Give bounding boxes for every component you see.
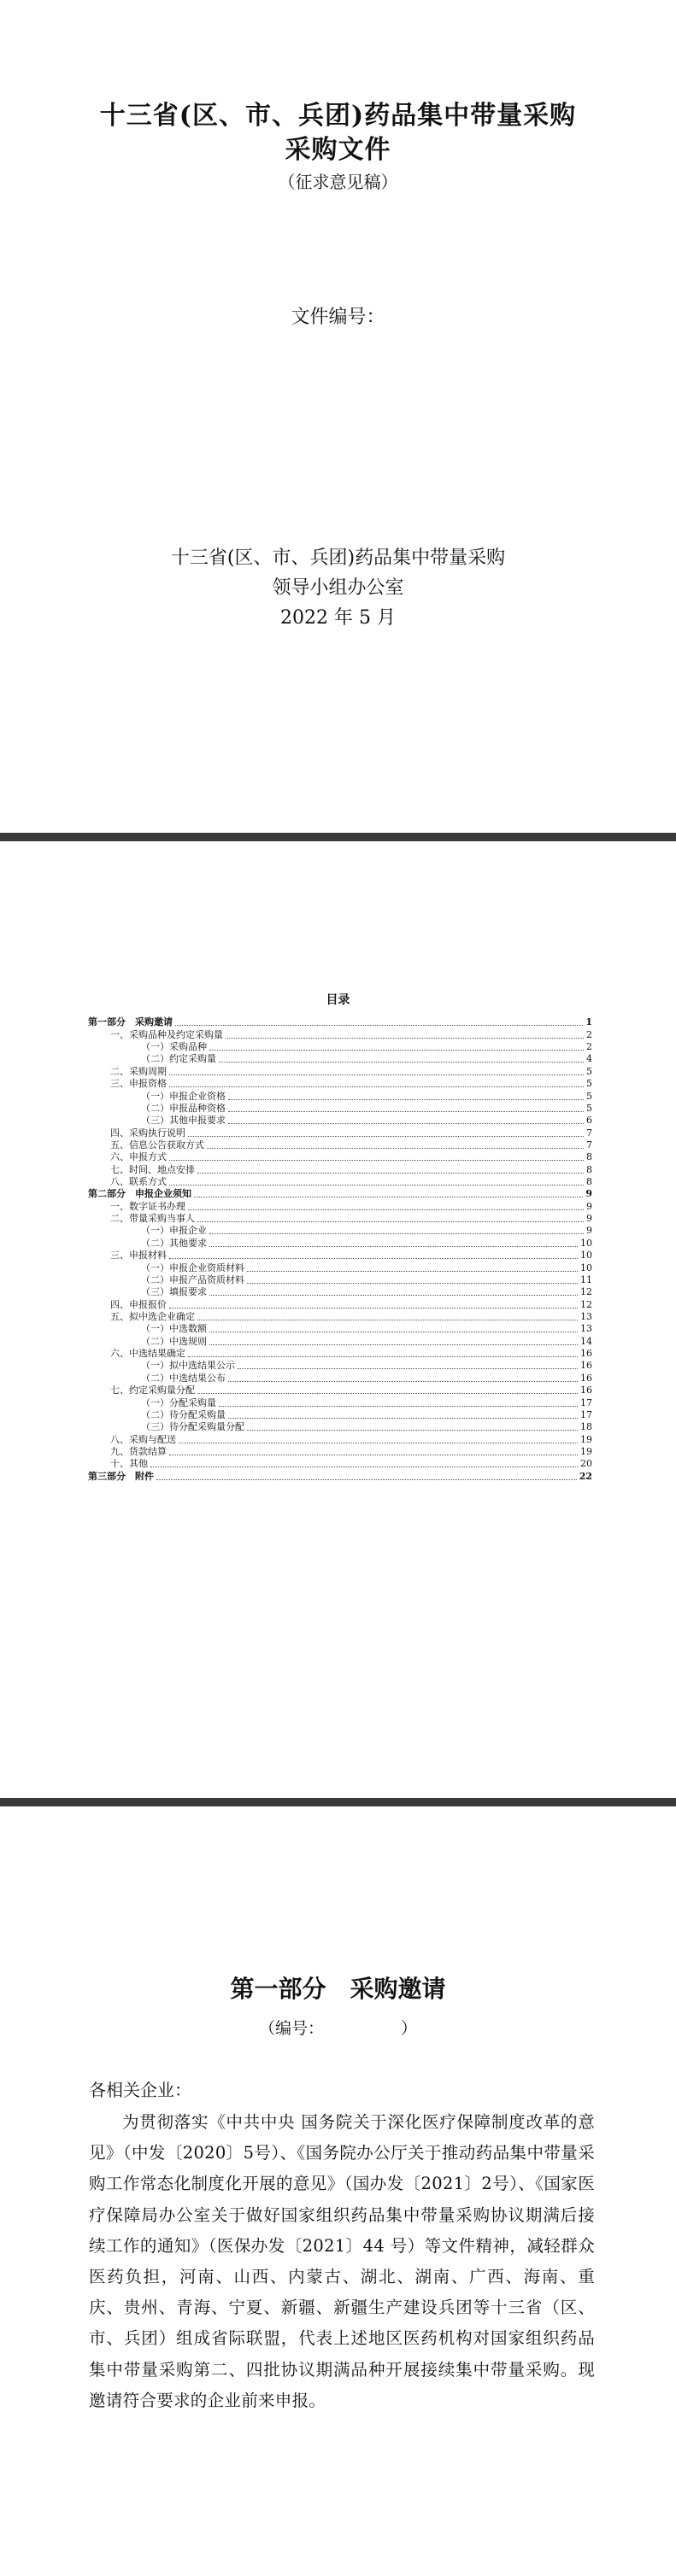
- toc-entry-page: 20: [580, 1458, 592, 1470]
- toc-entry-text: （一）采购品种: [141, 1041, 207, 1053]
- toc-entry-text: 一、采购品种及约定采购量: [110, 1028, 223, 1040]
- toc-entry-page: 19: [580, 1445, 592, 1457]
- toc-entry[interactable]: [88, 1311, 592, 1323]
- toc-entry-page: 8: [586, 1151, 592, 1163]
- toc-entry[interactable]: [88, 1262, 592, 1273]
- toc-entry-page: 18: [580, 1421, 592, 1433]
- toc-leader-dots: [194, 1196, 583, 1197]
- toc-entry-text: 二、带量采购当事人: [110, 1213, 195, 1225]
- toc-entry[interactable]: [88, 1396, 592, 1408]
- toc-entry[interactable]: [88, 1127, 592, 1139]
- toc-leader-dots: [228, 1110, 584, 1112]
- toc-entry-text: 六、中选结果确定: [110, 1348, 185, 1360]
- toc-entry-text: （一）分配采购量: [141, 1396, 216, 1408]
- toc-entry-page: 5: [586, 1102, 592, 1114]
- toc-heading: 目录: [326, 993, 350, 1007]
- toc-entry-text: （二）申报品种资格: [141, 1102, 226, 1114]
- toc-entry-text: 九、货款结算: [110, 1445, 167, 1457]
- toc-entry[interactable]: [88, 1409, 592, 1421]
- toc-entry-page: 2: [586, 1041, 592, 1053]
- toc-entry-text: （三）其他申报要求: [141, 1115, 226, 1127]
- toc-entry-page: 1: [585, 1016, 592, 1028]
- toc-entry[interactable]: [88, 1176, 592, 1188]
- toc-entry-page: 9: [585, 1188, 592, 1200]
- toc-entry-text: （一）申报企业: [141, 1225, 207, 1237]
- toc-entry[interactable]: [88, 1078, 592, 1090]
- toc-leader-dots: [169, 1086, 584, 1087]
- toc-leader-dots: [188, 1135, 584, 1137]
- toc-entry[interactable]: [88, 1274, 592, 1286]
- toc-entry-page: 6: [586, 1115, 592, 1127]
- toc-entry[interactable]: [88, 1470, 592, 1482]
- toc-entry-page: 13: [580, 1310, 592, 1322]
- toc-entry-page: 7: [586, 1139, 592, 1150]
- toc-leader-dots: [169, 1074, 584, 1075]
- toc-entry-text: （一）中选数额: [141, 1323, 207, 1335]
- cover-title-line1: 十三省(区、市、兵团)药品集中带量采购: [99, 101, 577, 131]
- toc-entry-page: 2: [586, 1028, 592, 1040]
- toc-leader-dots: [188, 1355, 578, 1357]
- issuer-line2: 领导小组办公室: [272, 577, 404, 599]
- toc-leader-dots: [197, 1221, 584, 1222]
- toc-entry-page: 17: [580, 1408, 592, 1420]
- toc-entry[interactable]: [88, 1458, 592, 1470]
- toc-entry[interactable]: [88, 1348, 592, 1360]
- toc-entry[interactable]: [88, 1286, 592, 1298]
- toc-leader-dots: [207, 1147, 584, 1149]
- salutation: 各相关企业：: [89, 2080, 191, 2100]
- part1-number: [0, 2016, 676, 2039]
- file-number-label: 文件编号：: [291, 307, 385, 328]
- toc-entry[interactable]: [88, 1103, 592, 1115]
- toc-leader-dots: [219, 1061, 584, 1063]
- toc-entry-page: 9: [586, 1225, 592, 1237]
- toc-entry-page: 12: [580, 1286, 592, 1298]
- toc-entry-text: 四、采购执行说明: [110, 1127, 185, 1139]
- toc-entry-text: （一）拟中选结果公示: [141, 1360, 235, 1372]
- toc-entry[interactable]: [88, 1139, 592, 1151]
- toc-entry-page: 13: [580, 1323, 592, 1335]
- toc-entry[interactable]: [88, 1360, 592, 1372]
- cover-page: [0, 0, 676, 833]
- toc-entry-text: （二）其他要求: [141, 1237, 207, 1249]
- toc-entry-text: （一）申报企业资格: [141, 1090, 226, 1102]
- toc-leader-dots: [197, 1319, 578, 1320]
- toc-entry-text: 八、采购与配送: [110, 1433, 176, 1445]
- toc-entry-page: 8: [586, 1163, 592, 1175]
- toc-leader-dots: [247, 1429, 578, 1431]
- toc-entry-page: 14: [580, 1335, 592, 1347]
- toc-entry-page: 5: [586, 1078, 592, 1090]
- toc-entry-page: 10: [580, 1237, 592, 1249]
- toc-entry[interactable]: [88, 1421, 592, 1433]
- toc-leader-dots: [238, 1367, 578, 1369]
- toc-leader-dots: [169, 1184, 584, 1186]
- toc-entry-page: 10: [580, 1262, 592, 1273]
- toc-entry-text: 三、申报材料: [110, 1250, 167, 1262]
- toc-entry[interactable]: [88, 1335, 592, 1347]
- toc-entry-page: 7: [586, 1127, 592, 1139]
- toc-entry-text: 第一部分 采购邀请: [88, 1016, 173, 1028]
- toc-entry-text: 五、拟中选企业确定: [110, 1310, 195, 1322]
- toc-leader-dots: [209, 1294, 578, 1296]
- toc-entry-text: （三）待分配采购量分配: [141, 1421, 244, 1433]
- toc-leader-dots: [169, 1307, 578, 1308]
- toc-leader-dots: [175, 1024, 583, 1026]
- toc-entry-text: 四、申报报价: [110, 1298, 167, 1310]
- toc-leader-dots: [209, 1245, 578, 1247]
- toc-entry[interactable]: [88, 1298, 592, 1310]
- toc-leader-dots: [247, 1282, 578, 1284]
- toc-leader-dots: [188, 1209, 584, 1210]
- toc-entry-page: 16: [580, 1348, 592, 1360]
- toc-leader-dots: [247, 1270, 578, 1272]
- toc-entry-page: 16: [580, 1385, 592, 1396]
- number-open: （编号：: [258, 2019, 324, 2038]
- toc-leader-dots: [209, 1344, 578, 1345]
- toc-entry-page: 16: [580, 1360, 592, 1372]
- toc-entry-text: 第二部分 申报企业须知: [88, 1188, 191, 1200]
- body-paragraph: 为贯彻落实《中共中央 国务院关于深化医疗保障制度改革的意见》（中发〔2020〕5号）、《国务院办公厅关于推动药品集中带量采购工作常态化制度化开展的意见》（国办发〔2021〕2号）、《国家医疗保障局办公室关于做好国家组织药品集中带量采购协议期满后接续工作的通知》（医保办发〔2021〕44 号）等文件精神，减轻群众医药负担，河南、山西、内蒙古、湖北、湖南、广西、海南、重庆、贵州、青海、宁夏、新疆、新疆生产建设兵团等十三省（区、市、兵团）组成省际联盟，代表上述地区医药机构对国家组织药品集中带量采购第二、四批协议期满品种开展接续集中带量采购。现邀请符合要求的企业前来申报。: [89, 2112, 595, 2410]
- page-separator: [0, 1798, 676, 1806]
- toc-entry-text: （二）中选结果公布: [141, 1372, 226, 1384]
- toc-entry[interactable]: [88, 1237, 592, 1249]
- toc-entry-page: 16: [580, 1372, 592, 1384]
- toc-entry-text: （三）填报要求: [141, 1286, 207, 1298]
- toc-entry-text: 八、联系方式: [110, 1176, 167, 1188]
- toc-entry-text: 七、约定采购量分配: [110, 1385, 195, 1396]
- toc-leader-dots: [209, 1049, 584, 1051]
- toc-entry-page: 17: [580, 1396, 592, 1408]
- toc-entry-page: 12: [580, 1298, 592, 1310]
- toc-entry-text: 第三部分 附件: [88, 1470, 154, 1482]
- toc-entry-text: （二）中选规则: [141, 1335, 207, 1347]
- toc-entry-page: 22: [579, 1470, 592, 1482]
- toc-entry[interactable]: [88, 1053, 592, 1065]
- toc-leader-dots: [197, 1392, 578, 1394]
- toc-leader-dots: [169, 1454, 578, 1455]
- toc-entry[interactable]: [88, 1151, 592, 1163]
- toc-entry-page: 11: [580, 1273, 592, 1285]
- toc-entry-text: （一）申报企业资质材料: [141, 1262, 244, 1273]
- toc-entry[interactable]: [88, 1433, 592, 1445]
- toc-leader-dots: [228, 1417, 578, 1419]
- toc-entry[interactable]: [88, 1323, 592, 1335]
- toc-entry-page: 5: [586, 1090, 592, 1102]
- toc-entry-page: 4: [586, 1053, 592, 1065]
- toc-entry-text: 六、申报方式: [110, 1151, 167, 1163]
- toc-entry[interactable]: [88, 1213, 592, 1225]
- toc-entry-text: 五、信息公告获取方式: [110, 1139, 204, 1150]
- toc-entry[interactable]: [88, 1225, 592, 1237]
- toc-entry[interactable]: [88, 1372, 592, 1384]
- toc-entry[interactable]: [88, 1200, 592, 1212]
- toc-entry[interactable]: [88, 1188, 592, 1200]
- toc-entry-text: （二）待分配采购量: [141, 1408, 226, 1420]
- toc-entry-text: （二）约定采购量: [141, 1053, 216, 1065]
- toc-leader-dots: [169, 1257, 578, 1259]
- toc-entry-page: 19: [580, 1433, 592, 1445]
- toc-entry[interactable]: [88, 1090, 592, 1102]
- toc-leader-dots: [179, 1442, 578, 1443]
- cover-title-line2: 采购文件: [285, 135, 391, 165]
- toc-leader-dots: [209, 1232, 584, 1234]
- toc-leader-dots: [226, 1037, 584, 1039]
- issue-date: 2022 年 5 月: [280, 607, 396, 629]
- toc-entry[interactable]: [88, 1385, 592, 1396]
- toc-entry[interactable]: [88, 1250, 592, 1262]
- toc-entry[interactable]: [88, 1028, 592, 1040]
- toc-entry[interactable]: [88, 1446, 592, 1458]
- toc-leader-dots: [156, 1478, 577, 1480]
- toc-entry[interactable]: [88, 1115, 592, 1127]
- toc-entry-text: （二）申报产品资质材料: [141, 1273, 244, 1285]
- toc-list: [88, 1016, 592, 1483]
- toc-entry-text: 七、时间、地点安排: [110, 1163, 195, 1175]
- page-separator: [0, 833, 676, 841]
- issuer-line1: 十三省(区、市、兵团)药品集中带量采购: [170, 547, 506, 569]
- number-close: ）: [401, 2019, 418, 2038]
- toc-leader-dots: [197, 1172, 584, 1174]
- toc-leader-dots: [209, 1331, 578, 1332]
- toc-entry[interactable]: [88, 1065, 592, 1077]
- toc-entry-page: 9: [586, 1200, 592, 1212]
- toc-entry[interactable]: [88, 1041, 592, 1053]
- toc-leader-dots: [228, 1380, 578, 1382]
- toc-entry-text: 二、采购周期: [110, 1065, 167, 1077]
- toc-entry[interactable]: [88, 1163, 592, 1175]
- toc-leader-dots: [228, 1122, 584, 1124]
- toc-entry-text: 三、申报资格: [110, 1078, 167, 1090]
- toc-entry[interactable]: [88, 1016, 592, 1028]
- toc-leader-dots: [228, 1098, 584, 1100]
- draft-note: （征求意见稿）: [278, 172, 398, 192]
- toc-entry-page: 5: [586, 1065, 592, 1077]
- toc-entry-page: 8: [586, 1176, 592, 1188]
- toc-entry-page: 9: [586, 1213, 592, 1225]
- toc-leader-dots: [219, 1405, 578, 1407]
- toc-entry-text: 十、其他: [110, 1458, 148, 1470]
- toc-entry-page: 10: [580, 1250, 592, 1262]
- part1-title: 第一部分 采购邀请: [230, 1975, 446, 2003]
- toc-leader-dots: [150, 1466, 578, 1467]
- toc-entry-text: 一、数字证书办理: [110, 1200, 185, 1212]
- toc-leader-dots: [169, 1159, 584, 1161]
